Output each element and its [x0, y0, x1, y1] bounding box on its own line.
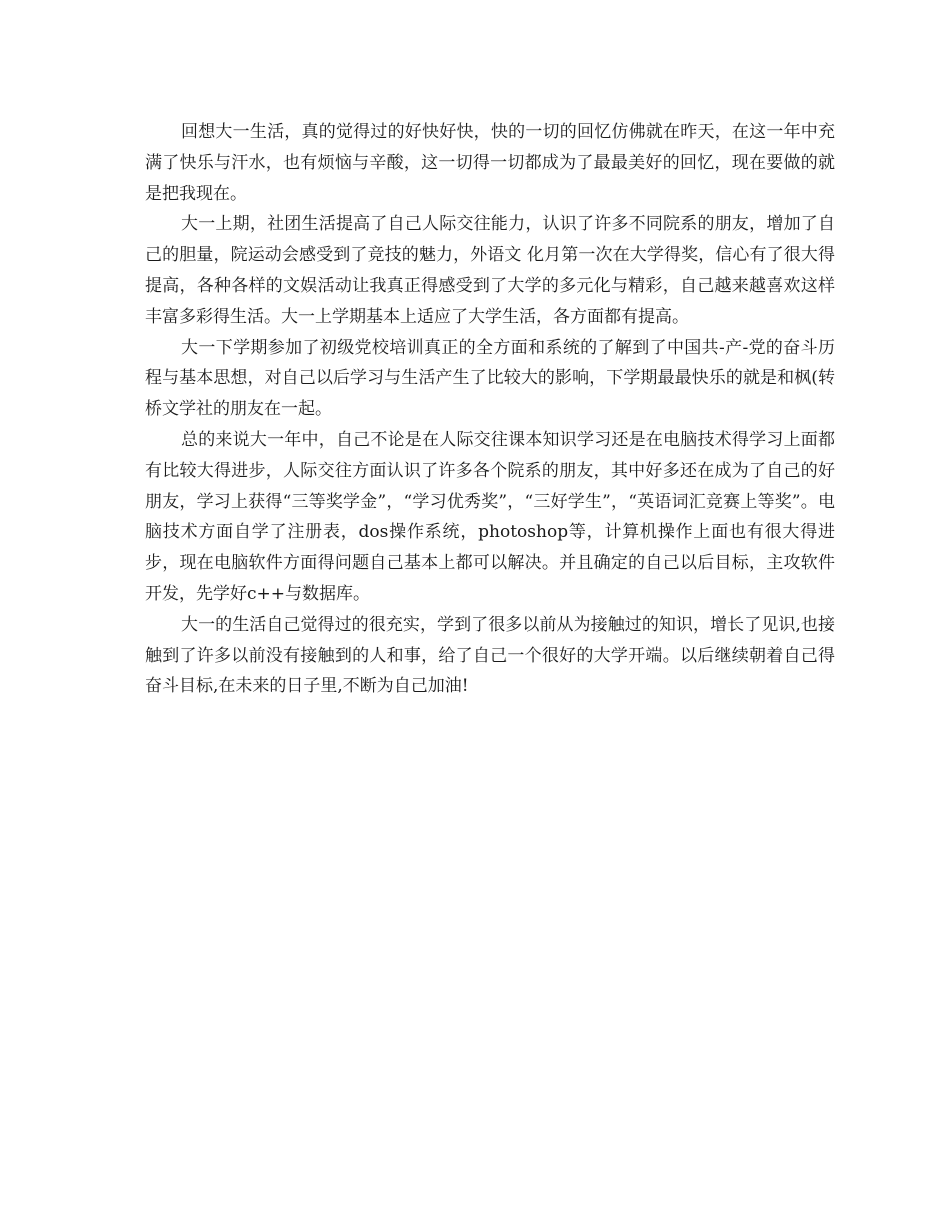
paragraph-3: 大一下学期参加了初级党校培训真正的全方面和系统的了解到了中国共-产-党的奋斗历程与基本思想，对自己以后学习与生活产生了比较大的影响，下学期最最快乐的就是和枫(转 桥文学社的朋友在一起。: [145, 337, 835, 420]
document-body: [145, 117, 835, 702]
paragraph-1: 回想大一生活，真的觉得过的好快好快，快的一切的回忆仿佛就在昨天，在这一年中充满了快乐与汗水，也有烦恼与辛酸，这一切得一切都成为了最最美好的回忆，现在要做的就是把我现在。: [145, 122, 835, 204]
paragraph-5: 大一的生活自己觉得过的很充实，学到了很多以前从为接触过的知识，增长了见识,也接触到了许多以前没有接触到的人和事，给了自己一个很好的大学开端。以后继续朝着自己得奋斗目标,在未来的日子里,不断为自己加油!: [145, 614, 835, 697]
paragraph-4: 总的来说大一年中，自己不论是在人际交往课本知识学习还是在电脑技术得学习上面都有比较大得进步，人际交往方面认识了许多各个院系的朋友，其中好多还在成为了自己的好朋友，学习上获得“三等奖学金”，“学习优秀奖”，“三好学生”，“英语词汇竞赛上等奖”。电脑技术方面自学了注册表，dos操作系统，photoshop等，计算机操作上面也有很大得进步，现在电脑软件方面得问题自己基本上都可以解决。并且确定的自己以后目标，主攻软件开发，先学好c++与数据库。: [145, 429, 835, 604]
paragraph-2: 大一上期，社团生活提高了自己人际交往能力，认识了许多不同院系的朋友，增加了自己的胆量，院运动会感受到了竞技的魅力，外语文 化月第一次在大学得奖，信心有了很大得提高，各种各样的文娱活动让我真正得感受到了大学的多元化与精彩，自己越来越喜欢这样丰富多彩得生活。大一上学期基本上适应了大学生活，各方面都有提高。: [145, 214, 835, 327]
